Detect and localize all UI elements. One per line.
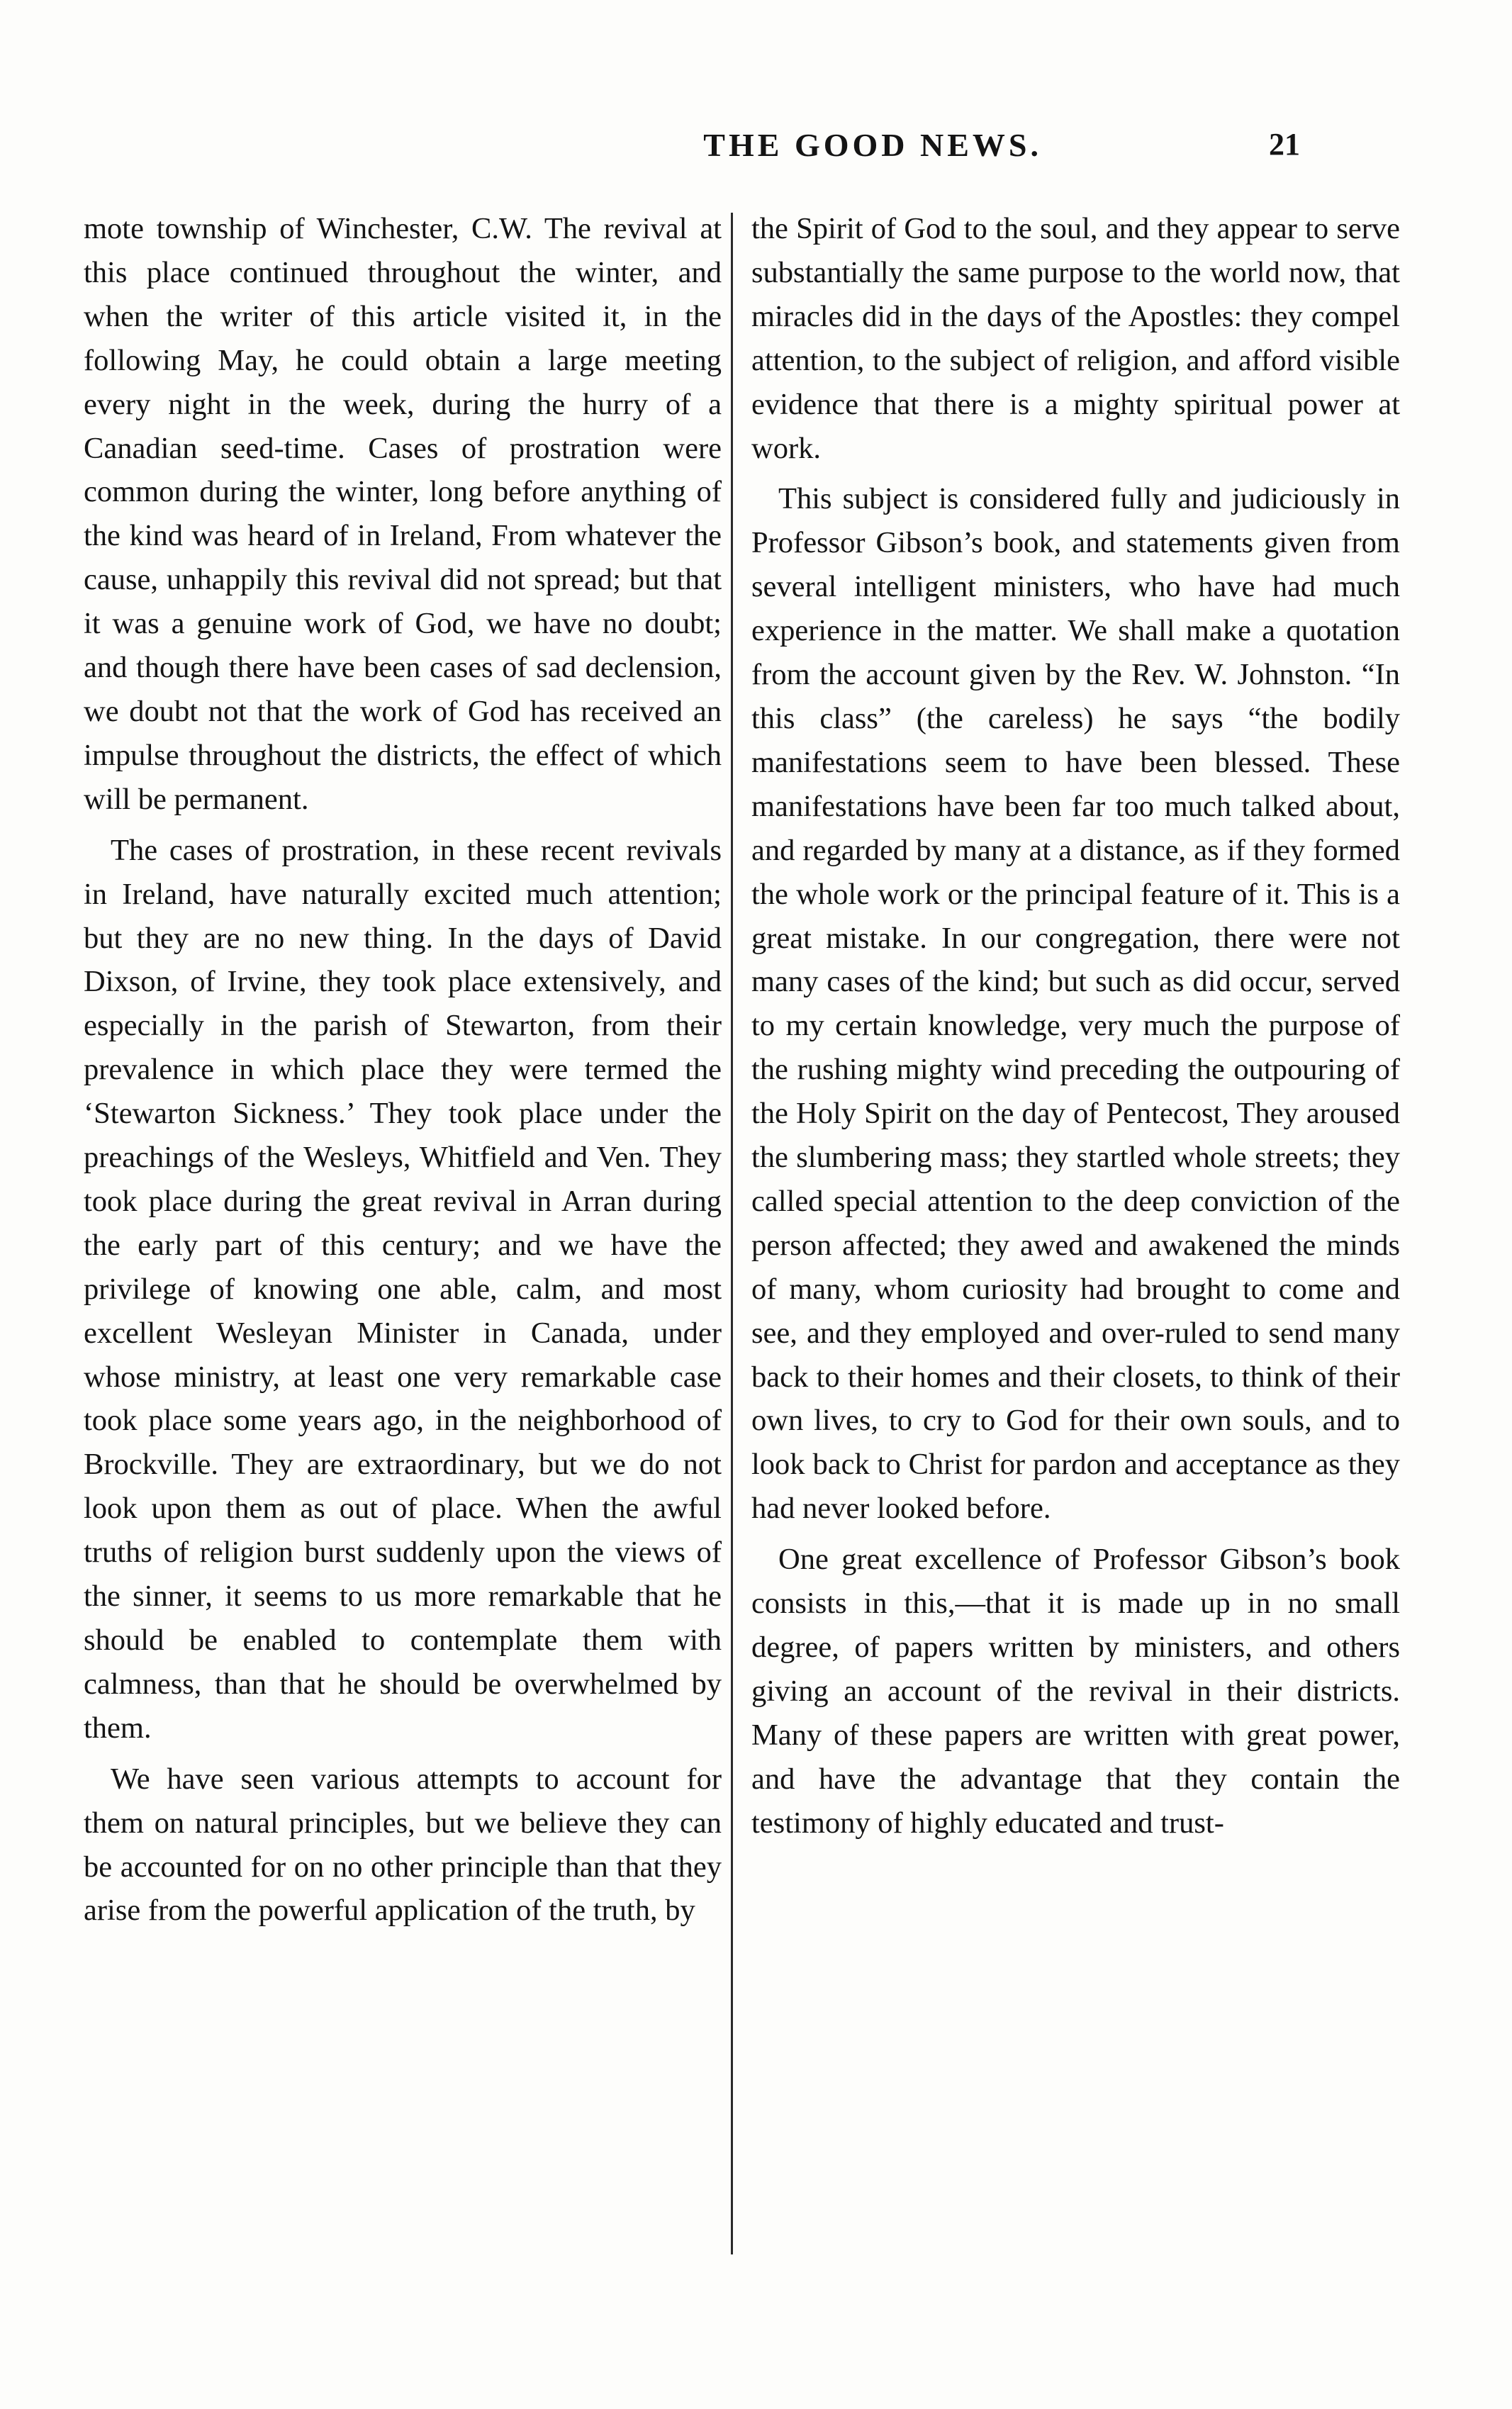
left-column [84,207,722,1933]
page-header [0,126,1512,169]
paragraph: This subject is considered fully and judiciously in Professor Gibson’s book, and statements given from several intelligent ministers, who have had much experience in the matter. We shall make a quotation from the account given by the Rev. W. Johnston. “In this class” (the careless) he says “the bodily manifestations seem to have been blessed. These manifestations have been far too much talked about, and regarded by many at a distance, as if they formed the whole work or the principal feature of it. This is a great mistake. In our congregation, there were not many cases of the kind; but such as did occur, served to my certain knowledge, very much the purpose of the rushing mighty wind preceding the outpouring of the Holy Spirit on the day of Pentecost, They aroused the slumbering mass; they startled whole streets; they called special attention to the deep conviction of the person affected; they awed and awakened the minds of many, whom curiosity had brought to come and see, and they employed and over-ruled to send many back to their homes and their closets, to think of their own lives, to cry to God for their own souls, and to look back to Christ for pardon and acceptance as they had never looked before. [751,482,1400,1526]
page-number: 21 [1269,127,1300,162]
running-title: THE GOOD NEWS. [703,127,1042,163]
paragraph: mote township of Winchester, C.W. The revival at this place continued throughout the winter, and when the writer of this article visited it, in the following May, he could obtain a large meeting every night in the week, during the hurry of a Canadian seed-time. Cases of prostration were common during the winter, long before anything of the kind was heard of in Ireland, From whatever the cause, unhappily this revival did not spread; but that it was a genuine work of God, we have no doubt; and though there have been cases of sad declension, we doubt not that the work of God has received an impulse throughout the districts, the effect of which will be permanent. [84,212,722,816]
right-column [751,207,1400,1845]
column-divider [731,213,733,2254]
paragraph: the Spirit of God to the soul, and they appear to serve substantially the same purpose to the world now, that miracles did in the days of the Apostles: they compel attention, to the subject of religion, and afford visible evidence that there is a mighty spiritual power at work. [751,212,1400,465]
paragraph: We have seen various attempts to account for them on natural principles, but we believe they can be accounted for on no other principle than that they arise from the powerful application of the truth, by [84,1762,722,1928]
paragraph: One great excellence of Professor Gibson’s book consists in this,—that it is made up in no small degree, of papers written by ministers, and others giving an account of the revival in their districts. Many of these papers are written with great power, and have the advantage that they contain the testimony of highly educated and trust- [751,1543,1400,1840]
paragraph: The cases of prostration, in these recent revivals in Ireland, have naturally excited much attention; but they are no new thing. In the days of David Dixson, of Irvine, they took place extensively, and especially in the parish of Stewarton, from their prevalence in which place they were termed the ‘Stewarton Sickness.’ They took place under the preachings of the Wesleys, Whitfield and Ven. They took place during the great revival in Arran during the early part of this century; and we have the privilege of knowing one able, calm, and most excellent Wesleyan Minister in Canada, under whose ministry, at least one very remarkable case took place some years ago, in the neighborhood of Brockville. They are extraordinary, but we do not look upon them as out of place. When the awful truths of religion burst suddenly upon the views of the sinner, it seems to us more remarkable that he should be enabled to contemplate them with calmness, than that he should be overwhelmed by them. [84,833,722,1745]
